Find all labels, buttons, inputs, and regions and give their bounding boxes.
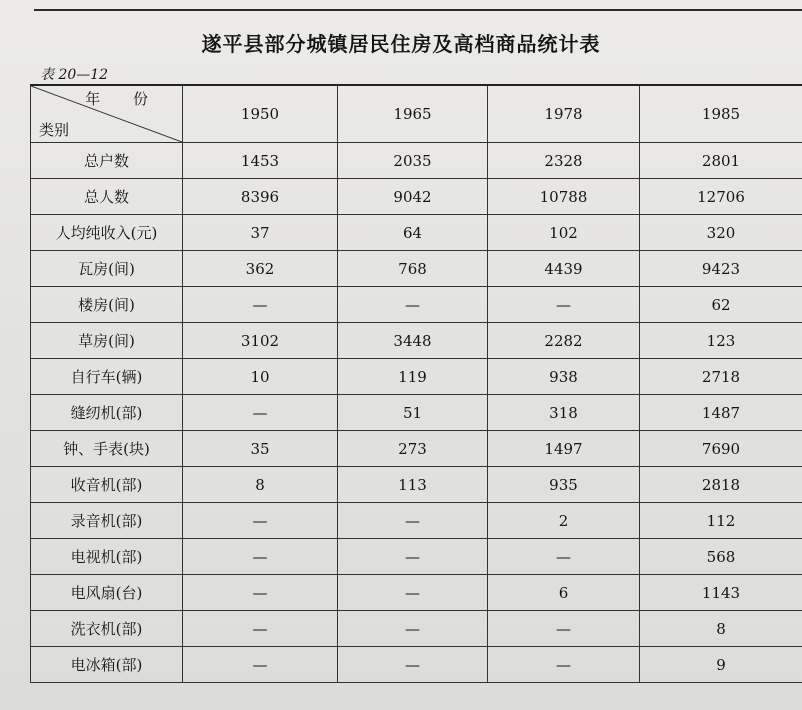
- table-cell: 4439: [488, 251, 640, 287]
- table-cell: 113: [338, 467, 488, 503]
- table-row: [31, 647, 802, 683]
- table-cell: 119: [338, 359, 488, 395]
- table-cell: —: [488, 539, 640, 575]
- table-cell: —: [488, 287, 640, 323]
- table-number: 表 20—12: [40, 67, 109, 83]
- table-cell: —: [183, 539, 338, 575]
- year-header: 1985: [640, 85, 802, 143]
- table-cell: —: [183, 575, 338, 611]
- table-cell: 10: [183, 359, 338, 395]
- table-cell: 2718: [640, 359, 802, 395]
- table-row: [31, 503, 802, 539]
- table-cell: 1497: [488, 431, 640, 467]
- row-category-label: 缝纫机(部): [31, 395, 183, 431]
- table-cell: 2801: [640, 143, 802, 179]
- row-category-label: 洗衣机(部): [31, 611, 183, 647]
- table-cell: 12706: [640, 179, 802, 215]
- table-cell: 112: [640, 503, 802, 539]
- table-row: [31, 575, 802, 611]
- table-cell: 2328: [488, 143, 640, 179]
- row-category-label: 电冰箱(部): [31, 647, 183, 683]
- table-row: [31, 467, 802, 503]
- table-row: [31, 215, 802, 251]
- row-category-label: 电视机(部): [31, 539, 183, 575]
- table-cell: 64: [338, 215, 488, 251]
- table-cell: 935: [488, 467, 640, 503]
- table-cell: 9: [640, 647, 802, 683]
- table-row: [31, 143, 802, 179]
- table-row: [31, 323, 802, 359]
- row-category-label: 自行车(辆): [31, 359, 183, 395]
- table-cell: 8396: [183, 179, 338, 215]
- table-row: [31, 431, 802, 467]
- table-cell: 51: [338, 395, 488, 431]
- row-category-label: 瓦房(间): [31, 251, 183, 287]
- table-cell: —: [338, 287, 488, 323]
- table-row: [31, 179, 802, 215]
- table-cell: 2035: [338, 143, 488, 179]
- category-axis-label: 类别: [39, 121, 70, 139]
- table-cell: 318: [488, 395, 640, 431]
- row-category-label: 录音机(部): [31, 503, 183, 539]
- table-cell: —: [338, 539, 488, 575]
- row-category-label: 草房(间): [31, 323, 183, 359]
- table-row: [31, 539, 802, 575]
- table-row: [31, 359, 802, 395]
- table-cell: —: [183, 395, 338, 431]
- table-cell: 7690: [640, 431, 802, 467]
- table-row: [31, 611, 802, 647]
- row-category-label: 电风扇(台): [31, 575, 183, 611]
- year-header: 1950: [183, 85, 338, 143]
- table-cell: —: [488, 647, 640, 683]
- table-row: [31, 287, 802, 323]
- table-cell: 1453: [183, 143, 338, 179]
- table-cell: 8: [183, 467, 338, 503]
- year-header: 1965: [338, 85, 488, 143]
- row-category-label: 楼房(间): [31, 287, 183, 323]
- table-cell: —: [183, 611, 338, 647]
- table-cell: 102: [488, 215, 640, 251]
- diagonal-header-cell: [31, 85, 183, 143]
- table-row: [31, 251, 802, 287]
- table-cell: 320: [640, 215, 802, 251]
- year-axis-label: 年 份: [85, 90, 162, 108]
- table-cell: 9423: [640, 251, 802, 287]
- row-category-label: 钟、手表(块): [31, 431, 183, 467]
- table-cell: —: [183, 647, 338, 683]
- table-cell: —: [338, 611, 488, 647]
- table-cell: —: [183, 287, 338, 323]
- table-cell: —: [338, 575, 488, 611]
- table-cell: 1143: [640, 575, 802, 611]
- table-cell: —: [488, 611, 640, 647]
- table-row: [31, 395, 802, 431]
- table-cell: 1487: [640, 395, 802, 431]
- header-row: [31, 85, 802, 143]
- table-cell: 10788: [488, 179, 640, 215]
- row-category-label: 总人数: [31, 179, 183, 215]
- table-cell: —: [338, 647, 488, 683]
- row-category-label: 总户数: [31, 143, 183, 179]
- table-cell: 3448: [338, 323, 488, 359]
- table-cell: 568: [640, 539, 802, 575]
- table-cell: 938: [488, 359, 640, 395]
- row-category-label: 人均纯收入(元): [31, 215, 183, 251]
- table-cell: 37: [183, 215, 338, 251]
- table-cell: 362: [183, 251, 338, 287]
- table-cell: 2: [488, 503, 640, 539]
- table-cell: 2818: [640, 467, 802, 503]
- top-rule: [34, 9, 802, 11]
- table-cell: 2282: [488, 323, 640, 359]
- table-cell: 9042: [338, 179, 488, 215]
- table-cell: 8: [640, 611, 802, 647]
- table-cell: 3102: [183, 323, 338, 359]
- table-cell: 123: [640, 323, 802, 359]
- table-cell: —: [338, 503, 488, 539]
- table-cell: 35: [183, 431, 338, 467]
- row-category-label: 收音机(部): [31, 467, 183, 503]
- table-cell: —: [183, 503, 338, 539]
- table-cell: 273: [338, 431, 488, 467]
- table-cell: 62: [640, 287, 802, 323]
- statistics-table: [30, 84, 802, 683]
- table-cell: 6: [488, 575, 640, 611]
- table-cell: 768: [338, 251, 488, 287]
- year-header: 1978: [488, 85, 640, 143]
- table-title: 遂平县部分城镇居民住房及高档商品统计表: [201, 32, 601, 56]
